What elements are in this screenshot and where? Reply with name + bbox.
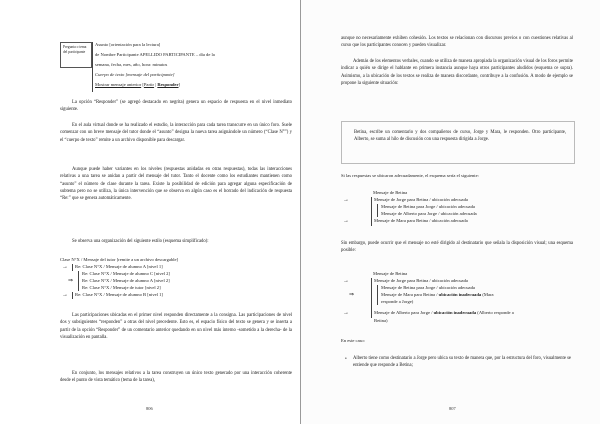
paragraph: Además de los elementos verbales, cuando se utiliza de manera apropiada la organización visual de los foros permite indicar a quién se dirige el hablante en primera instancia aunque haya otros participantes aludidos (esquema ce supra). Asimismo, a la ubicación de los textos se realiza de manera discordante, contribuye a la confusión. A modo de ejemplo se propone la siguiente situación: <box>341 59 573 86</box>
level-bar <box>72 292 73 299</box>
link-bracket-open: [ <box>142 82 144 87</box>
scheme-text: (Alberto responde a <box>477 310 514 315</box>
scheme-line: Mensaje de Betina para Jorge / ubicación adecuada <box>381 285 475 290</box>
header-line-body: Cuerpo de texto [mensaje del participante] <box>95 72 175 77</box>
page-number: 806 <box>146 406 153 411</box>
scheme-line: Re: Clase N°X / Mensaje de alumno C [nivel 2] <box>82 271 170 276</box>
paragraph: Aunque puede haber variantes en los niveles (respuestas anidadas en otras respuestas), todas las interacciones relativas a una tarea se anidan a partir del mensaje del tutor. Tanto el docente como los estudiantes mantienen como “asunto” el número de clase durante la tarea. Existe la posibilidad de edición para agregar alguna especificación de subtema pero no se utiliza, la única intervención que se observa en algún caso es el borrado del indicación de respuesta “Re:” que se genera automáticamente. <box>60 167 292 202</box>
scheme-line: Mensaje de Jorge para Betina / ubicación adecuada <box>374 278 468 283</box>
level-bar <box>377 285 378 305</box>
arrow-icon: → <box>343 197 349 203</box>
example-quote: Betina, escribe un comentario y dos compañeros de curso, Jorge y Mara, le responden. Otro participante, Alberto, se suma al hilo de discusión con una respuesta dirigida a Jorge. <box>354 130 566 143</box>
arrow-icon: → <box>343 218 349 224</box>
scheme-line: Mensaje de Mara para Betina / ubicación adecuada <box>374 218 468 223</box>
scheme-line: Re: Clase N°X / Mensaje de alumno A [nivel 2] <box>82 278 170 283</box>
scheme-line-wrong <box>381 292 494 299</box>
arrow-icon: → <box>343 310 349 316</box>
paragraph: En conjunto, los mensajes relativos a la tarea construyen un único texto generado por una interacción coherente desde el punto de vista temático (tema de la tarea), <box>60 371 292 384</box>
reply-link[interactable]: Responder <box>157 82 179 87</box>
scheme-text: responde a Jorge) <box>381 299 414 304</box>
level-bar <box>371 197 372 226</box>
scheme-intro: Si las respuestas se ubicaron adecuadamente, el esquema sería el siguiente: <box>341 173 479 178</box>
link-separator: | <box>155 82 157 87</box>
level-bar <box>78 271 79 291</box>
scheme-line: Mensaje de Betina <box>373 190 408 195</box>
scheme-line: Re: Clase N°X / Mensaje de alumno B [nivel 1] <box>75 292 163 297</box>
header-divider <box>92 42 93 92</box>
paragraph: Sin embargo, puede ocurrir que el mensaje no esté dirigido al destinatario que señala la disposición visual; una esquema posible: <box>341 241 573 254</box>
scheme-line: Mensaje de Betina para Jorge / ubicación adecuada <box>381 204 475 209</box>
header-line-subject: Asunto [orientación para la lectura] <box>95 42 161 47</box>
scheme-text: Mensaje de Mara para Betina / <box>381 292 438 297</box>
sidebar-label-box <box>60 42 92 68</box>
page-number: 807 <box>449 406 456 411</box>
wrong-placement-label: ubicación inadecuada <box>433 310 477 315</box>
header-line-author: de Nombre Participante APELLIDO PARTICIPANTE – día de la <box>95 52 215 57</box>
bullet-text: Alberto tiene como destinatario a Jorge pero ubica su texto de manera que, por la estructura del foro, visualmente se entiende que responde a Betina; <box>353 356 571 369</box>
scheme-line: Mensaje de Betina <box>373 271 408 276</box>
level-bar <box>377 204 378 217</box>
wrong-placement-label: ubicación inadecuada <box>438 292 482 297</box>
scheme-line: Clase N°X / Mensaje del tutor [remite a un archivo descargable] <box>60 257 179 262</box>
header-links <box>95 82 180 89</box>
paragraph: Se observa una organización del siguiente estilo (esquema simplificado): <box>72 239 209 244</box>
arrow-icon: ⇒ <box>68 278 74 284</box>
scheme-text: Mensaje de Alberto para Jorge / <box>374 310 433 315</box>
level-bar <box>72 264 73 271</box>
link-bracket-close: ] <box>178 82 181 87</box>
right-page <box>300 0 600 424</box>
arrow-icon: → <box>343 278 349 284</box>
arrow-icon: → <box>62 264 68 270</box>
arrow-icon: → <box>62 292 68 298</box>
split-link[interactable]: Partir <box>143 82 155 87</box>
scheme-line: Re: Clase N°X / Mensaje de alumno A [nivel 1] <box>75 264 163 269</box>
show-previous-link[interactable]: Mostrar mensaje anterior <box>95 82 142 87</box>
paragraph: En el aula virtual donde se ha realizado el estudio, la interacción para cada tarea transcurre en un único foro. Suele comenzar con un breve mensaje del tutor donde el “asunto” designa la nueva tarea asignándole un número (“Clase N°”) y el “cuerpo de texto” remite a un archivo disponible para descargar. <box>60 123 292 143</box>
header-line-date: semana, fecha, mes, año, hora: minutos <box>95 62 168 67</box>
scheme-line-wrong <box>374 310 514 317</box>
scheme-text: Betina) <box>374 318 388 323</box>
scheme-text: (Mara <box>482 292 494 297</box>
scheme-line: Mensaje de Alberto para Jorge / ubicación adecuada <box>381 211 477 216</box>
paragraph: Las participaciones ubicadas en el primer nivel responden directamente a la consigna. Las participaciones de nivel dos y subsiguientes “responden” a otras del nivel precedente. Esto es, el espacio físico del texto se genera y se inserta a partir de la opción “Responder” de un comentario anterior quedando en un nivel más interno -sometido a la derecha- de la visualización en pantalla. <box>60 313 292 340</box>
arrow-icon: ⇒ <box>349 292 355 298</box>
paragraph: aunque no necesariamente exhiben cohesión. Los textos se relacionan con discursos previos o con cuestiones relativas al curso que los participantes conocen y pueden visualizar. <box>341 36 573 49</box>
scheme-line: Mensaje de Jorge para Betina / ubicación adecuada <box>374 197 468 202</box>
sidebar-label: Pregunta o tema del participante <box>63 45 87 54</box>
paragraph: La opción “Responder” (se agregó destacado en negrita) genera un espacio de respuesta en el nivel inmediato siguiente. <box>60 100 292 113</box>
scheme-line: Re: Clase N°X / Mensaje de tutor [nivel 2] <box>82 285 161 290</box>
example-quote-box <box>341 121 575 164</box>
level-bar <box>371 278 372 318</box>
bullet-icon: • <box>345 357 347 362</box>
closing-line: En este caso: <box>341 338 365 343</box>
